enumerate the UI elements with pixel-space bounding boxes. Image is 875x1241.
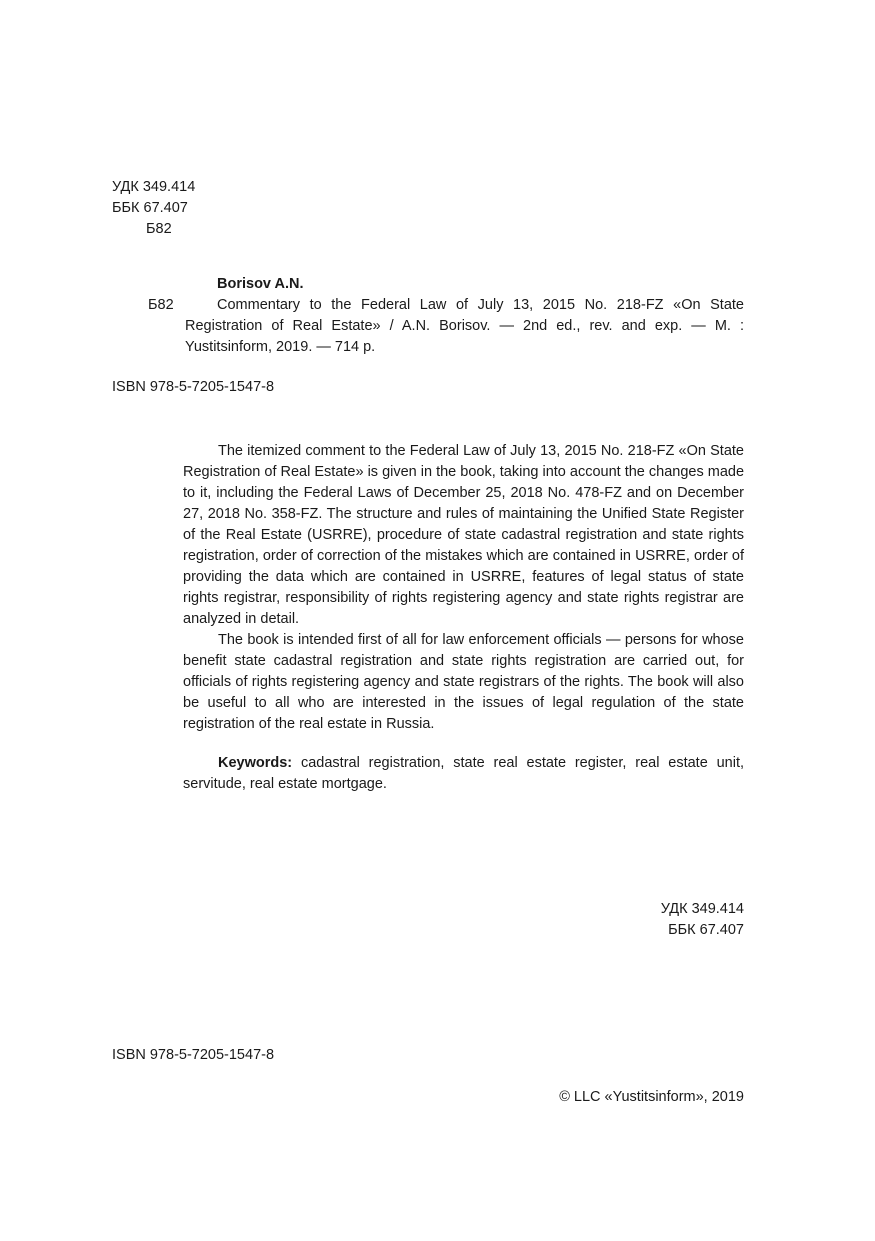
- author-mark: Б82: [146, 221, 172, 237]
- bibliography-code: Б82: [148, 297, 174, 313]
- udk-code: УДК 349.414: [660, 901, 744, 917]
- udk-code: УДК 349.414: [112, 179, 196, 195]
- isbn-top: ISBN 978-5-7205-1547-8: [112, 379, 275, 395]
- abstract-paragraph: The book is intended first of all for law enforcement officials — persons for whose benefit state cadastral registration and state rights registration are carried out, for officials of rights registering agency and state registrars of the rights. The book will also be useful to all who are interested in the issues of legal regulation of the state registration of the real estate in Russia.: [183, 632, 744, 732]
- author-name: Borisov A.N.: [217, 276, 304, 292]
- isbn-bottom: ISBN 978-5-7205-1547-8: [112, 1047, 275, 1063]
- bbk-code: ББК 67.407: [668, 922, 744, 938]
- keywords-block: [183, 753, 744, 795]
- copyright-notice: © LLC «Yustitsinform», 2019: [559, 1089, 744, 1105]
- keywords-text: cadastral registration, state real estate register, real estate unit, servitude, real estate mortgage.: [183, 755, 744, 792]
- classification-block-top: [112, 177, 195, 240]
- bbk-code: ББК 67.407: [112, 200, 188, 216]
- bibliographic-record: Commentary to the Federal Law of July 13, 2015 No. 218-FZ «On State Registration of Real Estate» / A.N. Borisov. — 2nd ed., rev. and exp. — M. : Yustitsinform, 2019. — 714 p.: [185, 297, 744, 355]
- classification-block-bottom: [560, 899, 744, 941]
- keywords-label: Keywords:: [218, 755, 293, 771]
- abstract: [183, 441, 744, 735]
- abstract-paragraph: The itemized comment to the Federal Law of July 13, 2015 No. 218-FZ «On State Registration of Real Estate» is given in the book, taking into account the changes made to it, including the Federal Laws of December 25, 2018 No. 478-FZ and on December 27, 2018 No. 358-FZ. The structure and rules of maintaining the Unified State Register of the Real Estate (USRRE), procedure of state cadastral registration and state rights registration, order of correction of the mistakes which are contained in USRRE, order of providing the data which are contained in USRRE, features of legal status of state rights registrar, responsibility of rights registering agency and state rights registrar are analyzed in detail.: [183, 443, 745, 627]
